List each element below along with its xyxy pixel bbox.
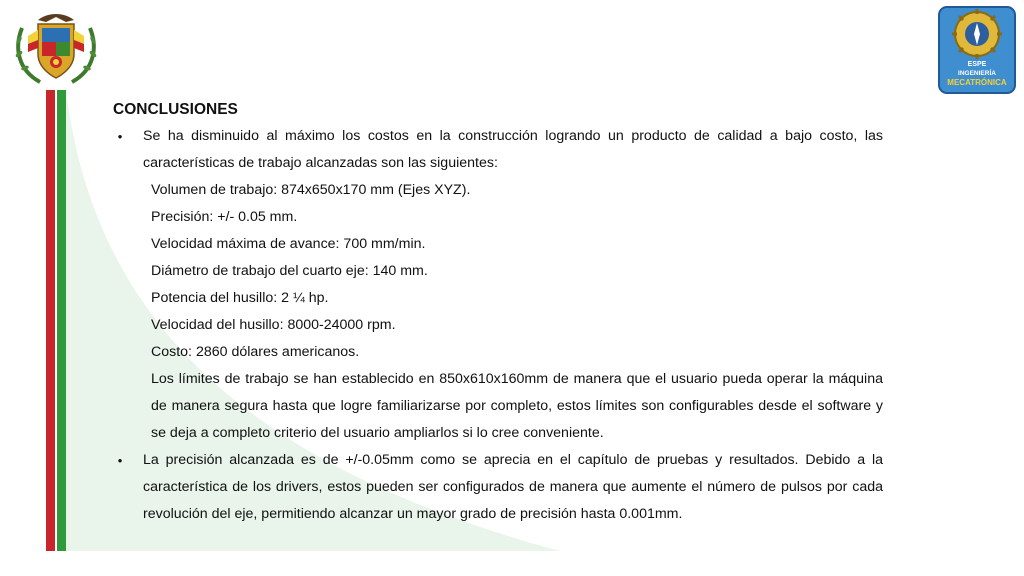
sub-item-precision: Precisión: +/- 0.05 mm. (151, 209, 298, 225)
logo-text-mecatronica: MECATRÓNICA (947, 78, 1007, 87)
bullet-item-1 (113, 123, 883, 177)
slide-heading: CONCLUSIONES (113, 101, 238, 118)
slide-content (113, 96, 883, 528)
sub-item-fourth-axis-diameter: Diámetro de trabajo del cuarto eje: 140 mm. (151, 263, 428, 279)
bullet-text: La precisión alcanzada es de +/-0.05mm como se aprecia en el capítulo de pruebas y resultados. Debido a la característica de los drivers, estos pueden ser configurados de manera que aumente el número de pulsos por cada revolución del eje, permitiendo alcanzar un mayor grado de precisión hasta 0.001mm. (143, 452, 883, 522)
coat-of-arms-logo (10, 8, 102, 88)
bullet-dot-icon: • (117, 453, 123, 468)
sub-item-work-volume: Volumen de trabajo: 874x650x170 mm (Ejes XYZ). (151, 182, 471, 198)
logo-text-ingenieria: INGENIERÍA (958, 70, 996, 77)
sub-item-work-limits: Los límites de trabajo se han establecido en 850x610x160mm de manera que el usuario pueda operar la máquina de manera segura hasta que logre familiarizarse por completo, estos límites son configurables desde el software y se deja a completo criterio del usuario ampliarlos si lo cree conveniente. (151, 371, 883, 441)
green-stripe (57, 90, 66, 551)
bullet-text: Se ha disminuido al máximo los costos en la construcción logrando un producto de calidad a bajo costo, las características de trabajo alcanzadas son las siguientes: (143, 128, 883, 171)
sub-item-cost: Costo: 2860 dólares americanos. (151, 344, 360, 360)
red-stripe (46, 90, 55, 551)
sub-item-spindle-speed: Velocidad del husillo: 8000-24000 rpm. (151, 317, 396, 333)
bullet-item-2 (113, 447, 883, 528)
sub-item-feed-speed: Velocidad máxima de avance: 700 mm/min. (151, 236, 426, 252)
logo-text-espe: ESPE (967, 61, 987, 68)
mecatronica-logo (938, 6, 1016, 94)
sub-item-spindle-power: Potencia del husillo: 2 ¼ hp. (151, 290, 329, 306)
bullet-dot-icon: • (117, 129, 123, 144)
